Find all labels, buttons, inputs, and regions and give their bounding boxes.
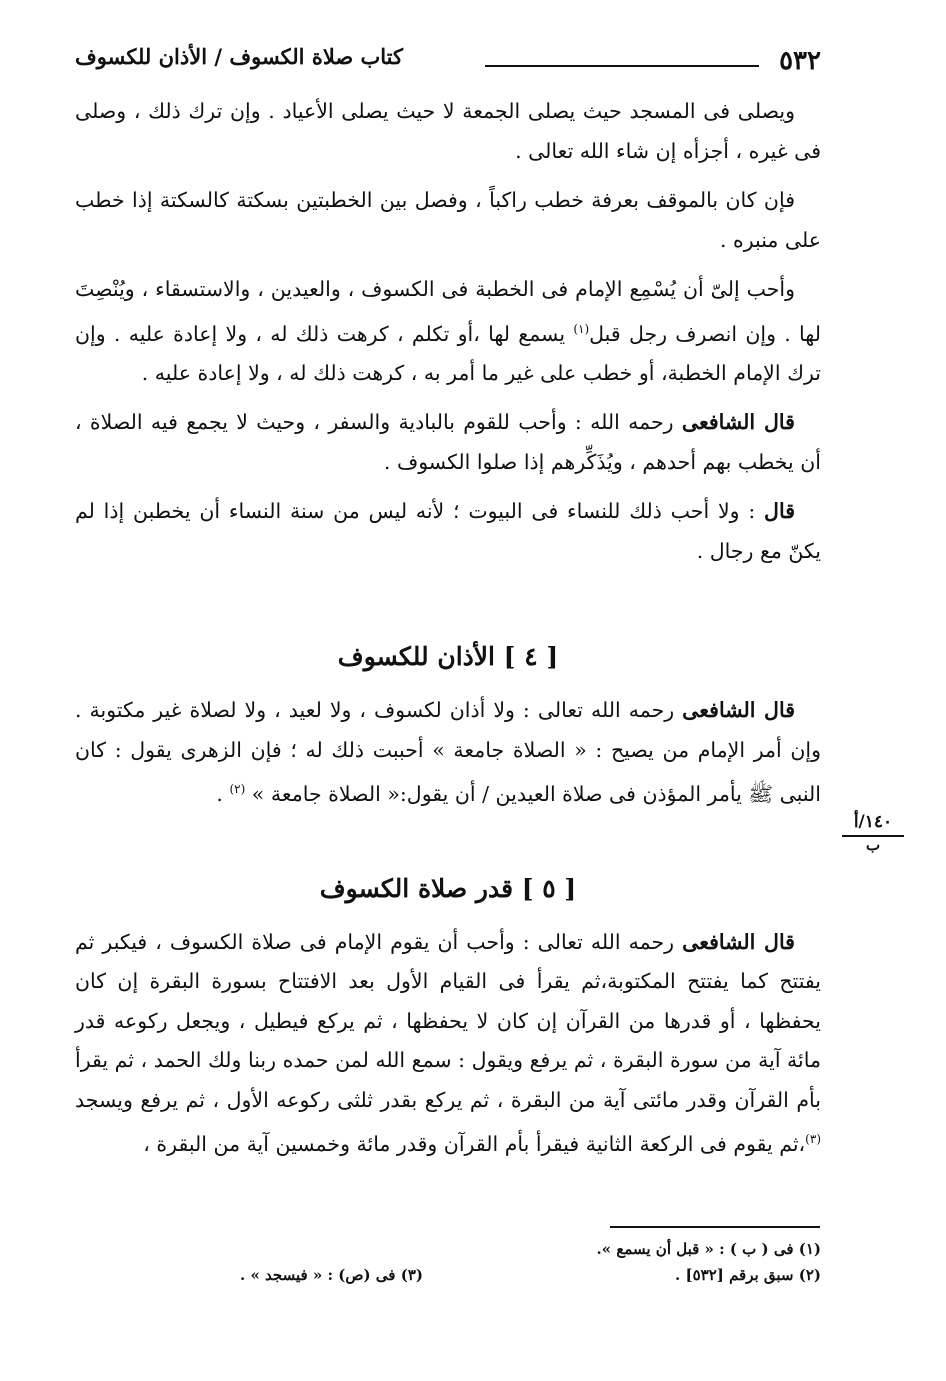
speaker-lead: قال الشافعى: [682, 698, 795, 723]
footnote-ref[interactable]: (١): [573, 321, 590, 336]
footnote: (٣) فى (ص) : « فيسجد » .: [240, 1266, 423, 1284]
paragraph: [75, 181, 821, 260]
footnote: (١) فى ( ب ) : « قبل أن يسمع ».: [596, 1240, 821, 1258]
paragraph: [75, 403, 821, 482]
paragraph: [75, 923, 821, 1165]
paragraph-text: رحمه الله : وأحب للقوم بالبادية والسفر ، وحيث لا يجمع فيه الصلاة ، أن يخطب بهم أحدهم ، ويُذَكِّرهم إذا صلوا الكسوف .: [75, 410, 821, 474]
paragraph-text: .: [216, 782, 230, 807]
footnote: (٢) سبق برقم [٥٣٢] .: [675, 1266, 821, 1284]
speaker-lead: قال: [764, 499, 795, 524]
page-header: [75, 40, 821, 80]
margin-folio-note: [840, 812, 906, 853]
footnote-ref[interactable]: (٢): [229, 782, 246, 797]
paragraph-text: رحمه الله تعالى : ولا أذان لكسوف ، ولا لعيد ، ولا لصلاة غير مكتوبة . وإن أمر الإمام من يصيح : « الصلاة جامعة » أحببت ذلك له ؛ فإن الزهرى يقول : كان النبى ﷺ يأمر المؤذن فى صلاة العيدين / أن يقول:« الصلاة جامعة »: [75, 698, 821, 807]
section-title: [ ٤ ] الأذان للكسوف: [337, 642, 559, 672]
paragraph-text: ويصلى فى المسجد حيث يصلى الجمعة لا حيث يصلى الأعياد . وإن ترك ذلك ، وصلى فى غيره ، أجزأه إن شاء الله تعالى .: [75, 99, 821, 163]
paragraph: [75, 92, 821, 171]
paragraph-text: : ولا أحب ذلك للنساء فى البيوت ؛ لأنه ليس من سنة النساء أن يخطبن إذا لم يكنّ مع رجال .: [75, 499, 821, 563]
paragraph-text: رحمه الله تعالى : وأحب أن يقوم الإمام فى صلاة الكسوف ، فيكبر ثم يفتتح كما يفتتح المكتوبة،ثم يقرأ فى القيام الأول بعد الافتتاح بسورة البقرة إن كان يحفظها ، أو قدرها من القرآن إن كان لا يحفظها ، ثم يركع فيطيل ، ويجعل ركوعه قدر مائة آية من سورة البقرة ، ثم يرفع ويقول : سمع الله لمن حمده ربنا ولك الحمد ، ثم يقرأ بأم القرآن وقدر مائتى آية من البقرة ، ثم يركع بقدر ثلثى ركوعه الأول ، ثم يرفع ويسجد: [75, 929, 821, 1112]
header-rule: [485, 65, 759, 67]
speaker-lead: قال الشافعى: [682, 929, 795, 954]
footnote-ref[interactable]: (٣): [805, 1132, 821, 1147]
page-number: ٥٣٢: [779, 46, 821, 76]
running-title: كتاب صلاة الكسوف / الأذان للكسوف: [75, 44, 403, 69]
paragraph-text: وأحب إلىّ أن يُسْمِع الإمام فى الخطبة فى الكسوف ، والعيدين ، والاستسقاء ، ويُنْصِتَ لها . وإن انصرف رجل قبل: [75, 277, 821, 346]
footnote-rule: [610, 1226, 820, 1228]
paragraph: [75, 492, 821, 571]
paragraph-text: ،ثم يقوم فى الركعة الثانية فيقرأ بأم القرآن وقدر مائة وخمسين آية من البقرة ،: [143, 1131, 806, 1156]
speaker-lead: قال الشافعى: [681, 410, 795, 435]
footnotes: [240, 1236, 821, 1288]
paragraph: [75, 270, 821, 393]
paragraph: [75, 691, 821, 814]
paragraph-text: يسمع لها ،أو تكلم ، كرهت ذلك له ، ولا إعادة عليه . وإن ترك الإمام الخطبة، أو خطب على غير ما أمر به ، كرهت ذلك له ، ولا إعادة عليه .: [75, 321, 821, 385]
folio-side: ب: [865, 836, 881, 854]
footnote-row: [240, 1262, 821, 1288]
folio-number: ١٤٠/أ: [853, 812, 893, 832]
main-text: [75, 92, 821, 1174]
section-title: [ ٥ ] قدر صلاة الكسوف: [319, 873, 577, 903]
paragraph-text: فإن كان بالموقف بعرفة خطب راكباً ، وفصل بين الخطبتين بسكتة كالسكتة إذا خطب على منبره .: [75, 188, 821, 252]
